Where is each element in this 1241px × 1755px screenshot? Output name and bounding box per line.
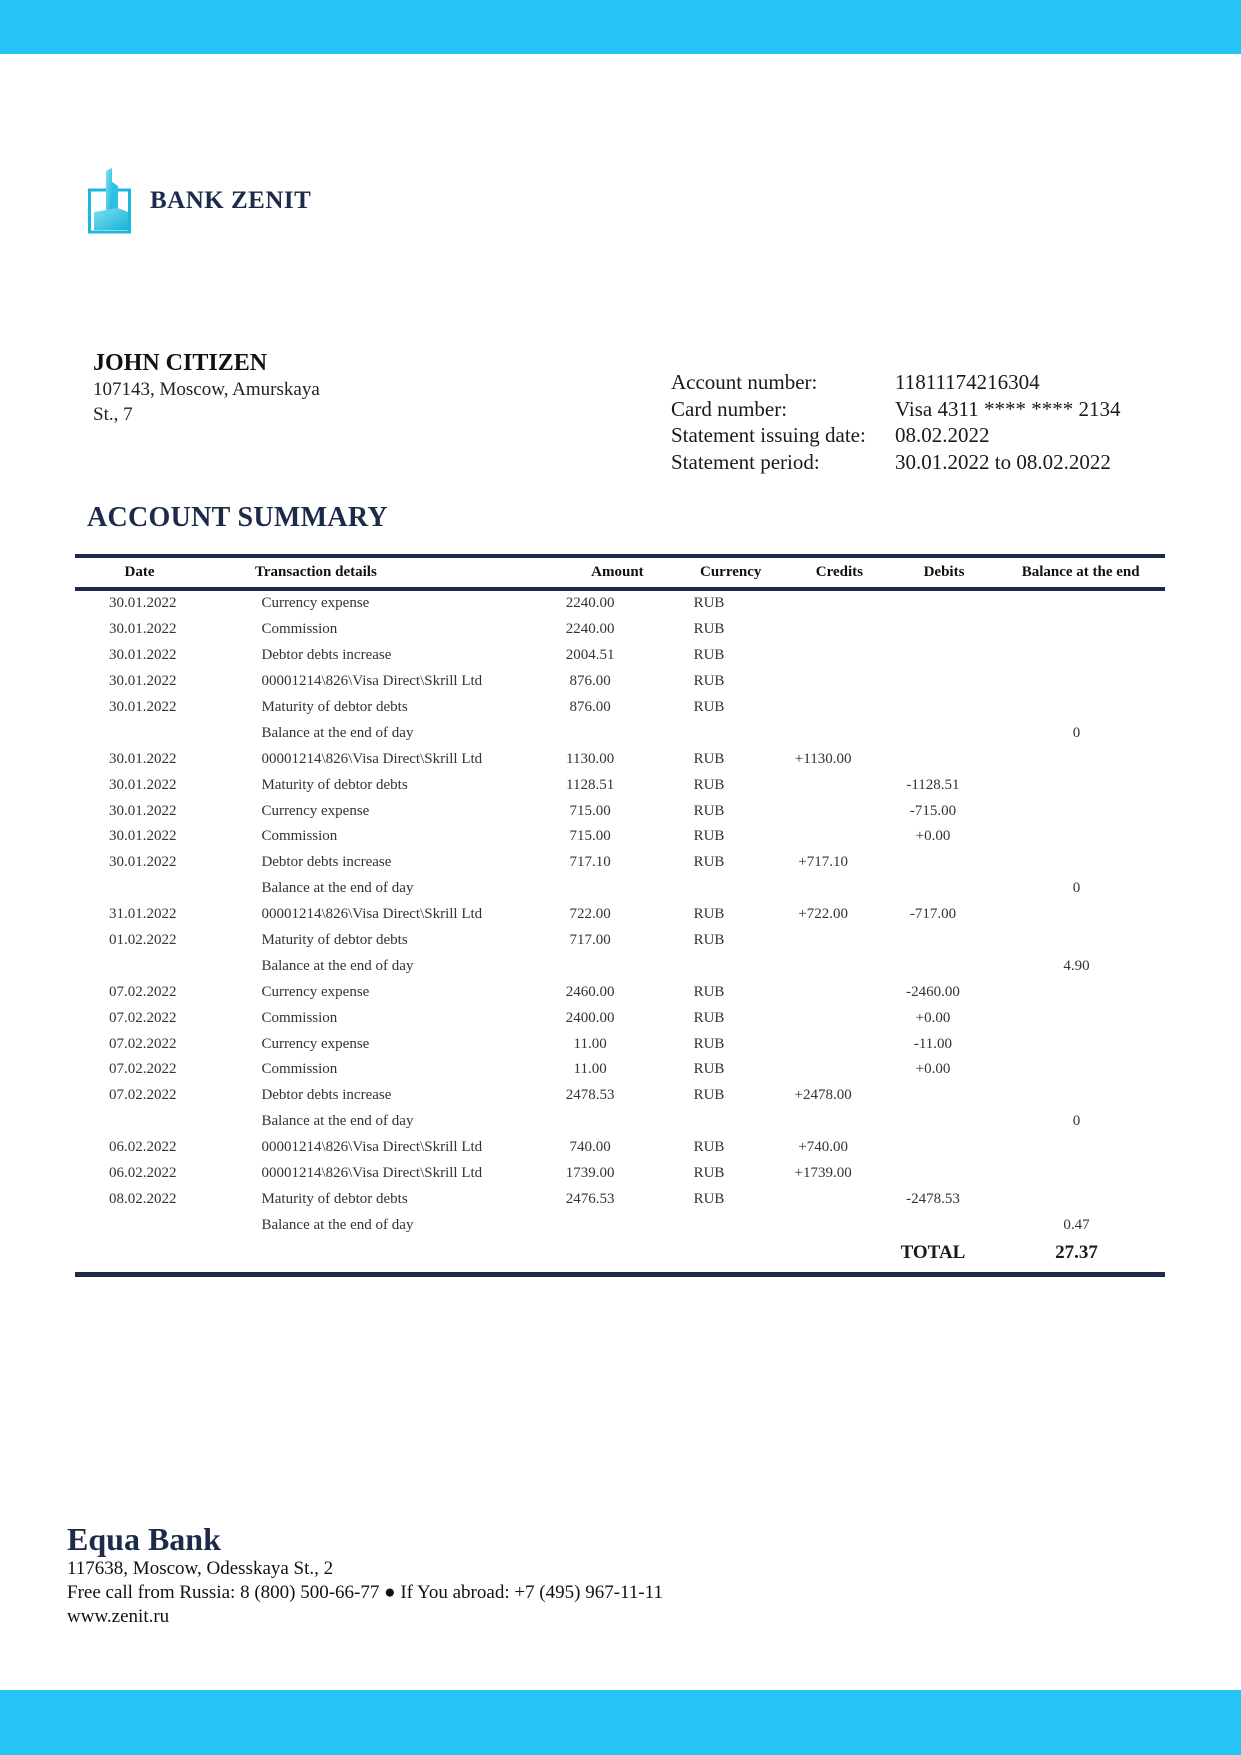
table-row [75,643,1165,669]
cell-currency: RUB [693,647,725,664]
table-row [75,798,1165,824]
cell-amount: 717.10 [569,854,611,871]
header-date: Date [124,564,155,580]
cell-debits: -11.00 [913,1035,953,1052]
table-row [75,1005,1165,1031]
cell-currency: RUB [693,1165,725,1182]
cell-details: 00001214\826\Visa Direct\Skrill Ltd [261,1139,483,1156]
cell-date: 30.01.2022 [108,854,177,871]
cell-details: Balance at the end of day [261,1113,414,1130]
cell-date [75,953,210,979]
cell-credits [768,1109,878,1135]
cell-debits [878,617,988,643]
cell-date: 08.02.2022 [108,1190,177,1207]
cell-currency: RUB [693,932,725,949]
statement-period-label: Statement period: [671,449,820,474]
cell-date: 07.02.2022 [108,983,177,1000]
cell-debits [878,1135,988,1161]
cell-details: Currency expense [261,595,370,612]
cell-amount: 1130.00 [566,750,615,767]
cell-details: Currency expense [261,1035,370,1052]
table-row [75,824,1165,850]
cell-amount [530,1212,649,1238]
cell-balance [988,1057,1165,1083]
cell-balance: 4.90 [1063,957,1090,974]
cell-amount: 2476.53 [565,1190,615,1207]
cell-date: 30.01.2022 [108,595,177,612]
table-row [75,720,1165,746]
cell-amount: 11.00 [573,1061,607,1078]
cell-credits [768,669,878,695]
cell-date: 06.02.2022 [108,1139,177,1156]
cell-date: 30.01.2022 [108,699,177,715]
cell-date [75,720,210,746]
cell-debits [878,1212,988,1238]
cell-details: Currency expense [261,983,370,1000]
cell-credits [768,617,878,643]
bank-logo [88,168,311,234]
cell-balance [988,824,1165,850]
cell-currency: RUB [693,1139,725,1156]
cell-debits: -2460.00 [906,983,960,1000]
cell-balance [988,798,1165,824]
cell-debits [878,876,988,902]
account-number-value: 11811174216304 [895,370,1040,394]
cell-details: Balance at the end of day [261,880,414,897]
cell-details: 00001214\826\Visa Direct\Skrill Ltd [261,906,483,923]
table-row [75,1161,1165,1187]
cell-currency: RUB [693,802,725,819]
cell-balance [988,1083,1165,1109]
total-label: TOTAL [900,1242,966,1264]
cell-debits: -1128.51 [906,776,960,793]
cell-details: 00001214\826\Visa Direct\Skrill Ltd [261,673,483,690]
cell-balance [988,695,1165,721]
cell-date [75,1212,210,1238]
total-row [75,1238,1165,1268]
cell-currency: RUB [693,1009,725,1026]
cell-amount: 1128.51 [566,776,615,793]
cell-debits [878,669,988,695]
cell-currency: RUB [693,621,725,638]
cell-date: 30.01.2022 [108,750,177,767]
cell-currency: RUB [693,595,725,612]
cell-amount: 876.00 [569,673,611,690]
cell-details: Maturity of debtor debts [261,932,408,949]
cell-credits [768,695,878,721]
cell-currency: RUB [693,1035,725,1052]
table-row [75,617,1165,643]
cell-details: Balance at the end of day [261,957,414,974]
account-number-label: Account number: [671,370,818,394]
cell-currency: RUB [693,906,725,923]
cell-details: Debtor debts increase [261,854,392,871]
transactions-table [75,554,1165,1277]
cell-details: Balance at the end of day [261,1216,414,1233]
card-number-value: Visa 4311 **** **** 2134 [895,396,1121,421]
cell-credits [768,1057,878,1083]
cell-debits [878,643,988,669]
cell-balance [988,591,1165,617]
statement-period-value: 30.01.2022 to 08.02.2022 [895,449,1111,474]
cell-amount: 722.00 [569,906,611,923]
cell-debits: -717.00 [909,906,957,923]
cell-amount: 715.00 [569,828,611,845]
cell-balance: 0 [1072,880,1081,897]
cell-amount: 1739.00 [565,1165,615,1182]
cell-date: 30.01.2022 [108,828,177,845]
cell-balance [988,1161,1165,1187]
table-row [75,695,1165,721]
cell-amount: 2460.00 [565,983,615,1000]
cell-credits [768,643,878,669]
cell-credits [768,591,878,617]
card-number-label: Card number: [671,396,788,421]
cell-credits: +717.10 [798,854,848,871]
cell-balance [988,1135,1165,1161]
cell-details: 00001214\826\Visa Direct\Skrill Ltd [261,1165,483,1182]
cell-balance [988,979,1165,1005]
table-row [75,1135,1165,1161]
cell-amount: 2240.00 [565,621,615,638]
footer [67,1521,663,1629]
cell-debits: -715.00 [909,802,957,819]
header-balance: Balance at the end [1021,564,1140,580]
cell-debits [878,720,988,746]
cell-balance [988,746,1165,772]
account-info [671,369,1120,475]
cell-debits [878,1109,988,1135]
cell-details: Maturity of debtor debts [261,776,408,793]
cell-date: 01.02.2022 [108,932,177,949]
cell-amount: 11.00 [573,1035,607,1052]
table-body [75,591,1165,1238]
cell-debits [878,928,988,954]
cell-credits: +1130.00 [794,750,852,767]
cell-debits: +0.00 [915,1061,951,1078]
cell-amount [530,720,649,746]
cell-credits: +740.00 [798,1139,848,1156]
cell-debits: -2478.53 [906,1190,960,1207]
cell-date: 30.01.2022 [108,673,177,690]
issue-date-value: 08.02.2022 [895,423,990,447]
table-row [75,876,1165,902]
cell-date: 31.01.2022 [108,906,177,923]
table-row [75,1109,1165,1135]
cell-details: 00001214\826\Visa Direct\Skrill Ltd [261,750,483,767]
bank-logo-icon [88,168,132,234]
header-amount: Amount [591,564,644,580]
table-header-row [75,558,1165,587]
footer-website: www.zenit.ru [67,1606,170,1627]
cell-debits [878,1161,988,1187]
header-debits: Debits [923,564,965,580]
client-address-line1: 107143, Moscow, Amurskaya [93,379,320,400]
cell-date: 06.02.2022 [108,1165,177,1182]
cell-details: Commission [261,828,338,845]
cell-debits [878,746,988,772]
table-bottom-rule [75,1272,1165,1277]
cell-credits [768,798,878,824]
cell-amount: 740.00 [569,1139,611,1156]
table-row [75,1031,1165,1057]
cell-amount: 2400.00 [565,1009,615,1026]
cell-date: 07.02.2022 [108,1009,177,1026]
cell-balance [988,1186,1165,1212]
cell-date: 30.01.2022 [108,647,177,664]
table-row [75,902,1165,928]
cell-details: Commission [261,621,338,638]
account-number-row [671,369,1120,396]
cell-date: 07.02.2022 [108,1061,177,1078]
table-row [75,746,1165,772]
footer-address: 117638, Moscow, Odesskaya St., 2 [67,1558,334,1579]
cell-balance [988,1031,1165,1057]
header-credits: Credits [815,564,863,580]
table-row [75,1057,1165,1083]
cell-currency: RUB [693,983,725,1000]
cell-amount: 2240.00 [565,595,615,612]
cell-balance: 0 [1072,724,1081,741]
cell-details: Currency expense [261,802,370,819]
cell-currency: RUB [693,776,725,793]
cell-details: Maturity of debtor debts [261,699,408,715]
client-block [93,349,363,427]
cell-balance [988,902,1165,928]
cell-credits [768,1005,878,1031]
cell-currency: RUB [693,750,725,767]
bottom-accent-band [0,1690,1241,1755]
cell-credits [768,979,878,1005]
cell-details: Balance at the end of day [261,724,414,741]
cell-amount: 715.00 [569,802,611,819]
cell-currency [650,1212,768,1238]
table-row [75,772,1165,798]
cell-details: Debtor debts increase [261,647,392,664]
cell-credits [768,772,878,798]
cell-debits [878,953,988,979]
cell-balance [988,643,1165,669]
table-row [75,928,1165,954]
cell-date: 07.02.2022 [108,1035,177,1052]
cell-credits [768,953,878,979]
cell-currency [650,720,768,746]
cell-balance: 0.47 [1063,1216,1090,1233]
table-row [75,850,1165,876]
top-accent-band [0,0,1241,54]
cell-date: 30.01.2022 [108,621,177,638]
cell-credits [768,876,878,902]
cell-details: Commission [261,1009,338,1026]
cell-date: 30.01.2022 [108,776,177,793]
cell-currency: RUB [693,1087,725,1104]
issue-date-label: Statement issuing date: [671,423,866,447]
cell-credits: +722.00 [798,906,848,923]
cell-currency: RUB [693,699,725,715]
cell-credits [768,1212,878,1238]
table-row [75,1083,1165,1109]
cell-amount: 876.00 [569,699,611,715]
card-number-row [671,396,1120,423]
cell-debits: +0.00 [915,828,951,845]
cell-currency: RUB [693,828,725,845]
cell-debits: +0.00 [915,1009,951,1026]
cell-credits [768,1186,878,1212]
statement-period-row [671,449,1120,476]
table-row [75,591,1165,617]
client-name: JOHN CITIZEN [93,350,268,376]
bank-name: BANK ZENIT [150,187,312,214]
cell-credits: +2478.00 [794,1087,852,1104]
cell-balance [988,1005,1165,1031]
account-summary-title: ACCOUNT SUMMARY [87,502,388,533]
cell-amount: 2478.53 [565,1087,615,1104]
table-row [75,1212,1165,1238]
cell-currency [650,876,768,902]
cell-currency: RUB [693,1061,725,1078]
cell-amount: 717.00 [569,932,611,949]
cell-date [75,876,210,902]
cell-amount [530,953,649,979]
cell-amount [530,1109,649,1135]
cell-amount [530,876,649,902]
cell-balance: 0 [1072,1113,1081,1130]
cell-details: Debtor debts increase [261,1087,392,1104]
cell-balance [988,669,1165,695]
cell-credits [768,928,878,954]
cell-balance [988,772,1165,798]
cell-credits [768,720,878,746]
header-currency: Currency [699,564,762,580]
cell-currency: RUB [693,673,725,690]
total-value: 27.37 [1055,1242,1098,1264]
cell-debits [878,591,988,617]
cell-debits [878,850,988,876]
footer-phones: Free call from Russia: 8 (800) 500-66-77 ● If You abroad: +7 (495) 967-11-11 [67,1582,663,1603]
cell-debits [878,695,988,721]
cell-date: 07.02.2022 [108,1087,177,1104]
cell-details: Commission [261,1061,338,1078]
cell-currency: RUB [693,1190,725,1207]
cell-currency [650,1109,768,1135]
client-address-line2: St., 7 [93,404,133,425]
footer-bank-name: Equa Bank [67,1521,221,1557]
cell-credits [768,1031,878,1057]
table-row [75,669,1165,695]
header-details: Transaction details [255,564,377,580]
cell-details: Maturity of debtor debts [261,1190,408,1207]
table-row [75,953,1165,979]
cell-currency: RUB [693,854,725,871]
cell-balance [988,928,1165,954]
issue-date-row [671,422,1120,449]
cell-date: 30.01.2022 [108,802,177,819]
cell-amount: 2004.51 [565,647,615,664]
table-row [75,1186,1165,1212]
cell-debits [878,1083,988,1109]
cell-balance [988,617,1165,643]
cell-balance [988,850,1165,876]
cell-credits: +1739.00 [794,1165,852,1182]
cell-date [75,1109,210,1135]
cell-currency [650,953,768,979]
table-row [75,979,1165,1005]
cell-credits [768,824,878,850]
